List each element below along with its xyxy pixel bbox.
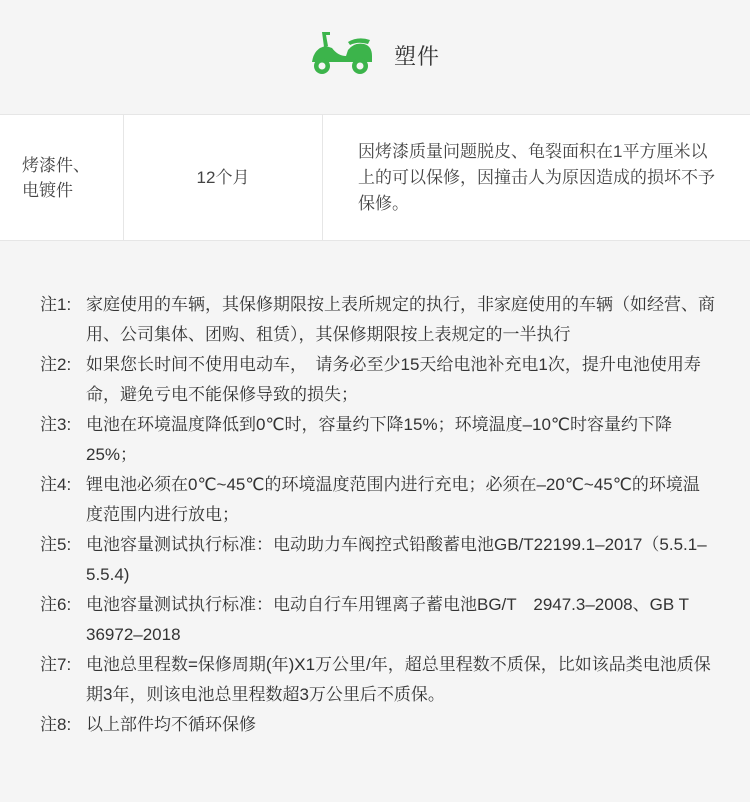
note-item — [40, 530, 715, 590]
scooter-icon — [308, 28, 374, 76]
note-item — [40, 290, 715, 350]
note-item — [40, 470, 715, 530]
section-header — [0, 0, 750, 114]
note-text: 锂电池必须在0℃~45℃的环境温度范围内进行充电；必须在–20℃~45℃的环境温度范围内进行放电； — [86, 475, 700, 524]
section-title: 塑件 — [394, 44, 441, 69]
note-label: 注1: — [40, 295, 72, 314]
warranty-description: 因烤漆质量问题脱皮、龟裂面积在1平方厘米以上的可以保修，因撞击人为原因造成的损坏不予保修。 — [358, 141, 715, 213]
note-text: 电池容量测试执行标准：电动助力车阀控式铅酸蓄电池GB/T22199.1–2017（5.5.1–5.5.4) — [86, 535, 707, 584]
note-label: 注7: — [40, 655, 72, 674]
note-text: 家庭使用的车辆，其保修期限按上表所规定的执行，非家庭使用的车辆（如经营、商用、公司集体、团购、租赁），其保修期限按上表规定的一半执行 — [86, 295, 715, 344]
note-text: 电池总里程数=保修周期(年)X1万公里/年，超总里程数不质保，比如该品类电池质保期3年，则该电池总里程数超3万公里后不质保。 — [86, 655, 711, 704]
notes-list — [40, 290, 715, 740]
part-name: 烤漆件、电镀件 — [22, 155, 90, 200]
warranty-table — [0, 114, 750, 241]
note-text: 以上部件均不循环保修 — [86, 715, 256, 734]
warranty-period: 12个月 — [196, 168, 250, 187]
note-item — [40, 410, 715, 470]
warranty-period-cell — [124, 115, 323, 240]
note-item — [40, 350, 715, 410]
warranty-description-cell — [323, 115, 750, 240]
note-item — [40, 650, 715, 710]
note-label: 注3: — [40, 415, 72, 434]
note-label: 注5: — [40, 535, 72, 554]
note-label: 注6: — [40, 595, 72, 614]
note-text: 电池在环境温度降低到0℃时，容量约下降15%；环境温度–10℃时容量约下降25%； — [86, 415, 673, 464]
note-item — [40, 590, 715, 650]
note-item — [40, 710, 715, 740]
note-label: 注4: — [40, 475, 72, 494]
note-label: 注8: — [40, 715, 72, 734]
note-text: 电池容量测试执行标准：电动自行车用锂离子蓄电池BG/T 2947.3–2008、GB T 36972–2018 — [86, 595, 689, 644]
part-name-cell — [0, 115, 124, 240]
note-text: 如果您长时间不使用电动车， 请务必至少15天给电池补充电1次，提升电池使用寿命，避免亏电不能保修导致的损失； — [86, 355, 701, 404]
note-label: 注2: — [40, 355, 72, 374]
